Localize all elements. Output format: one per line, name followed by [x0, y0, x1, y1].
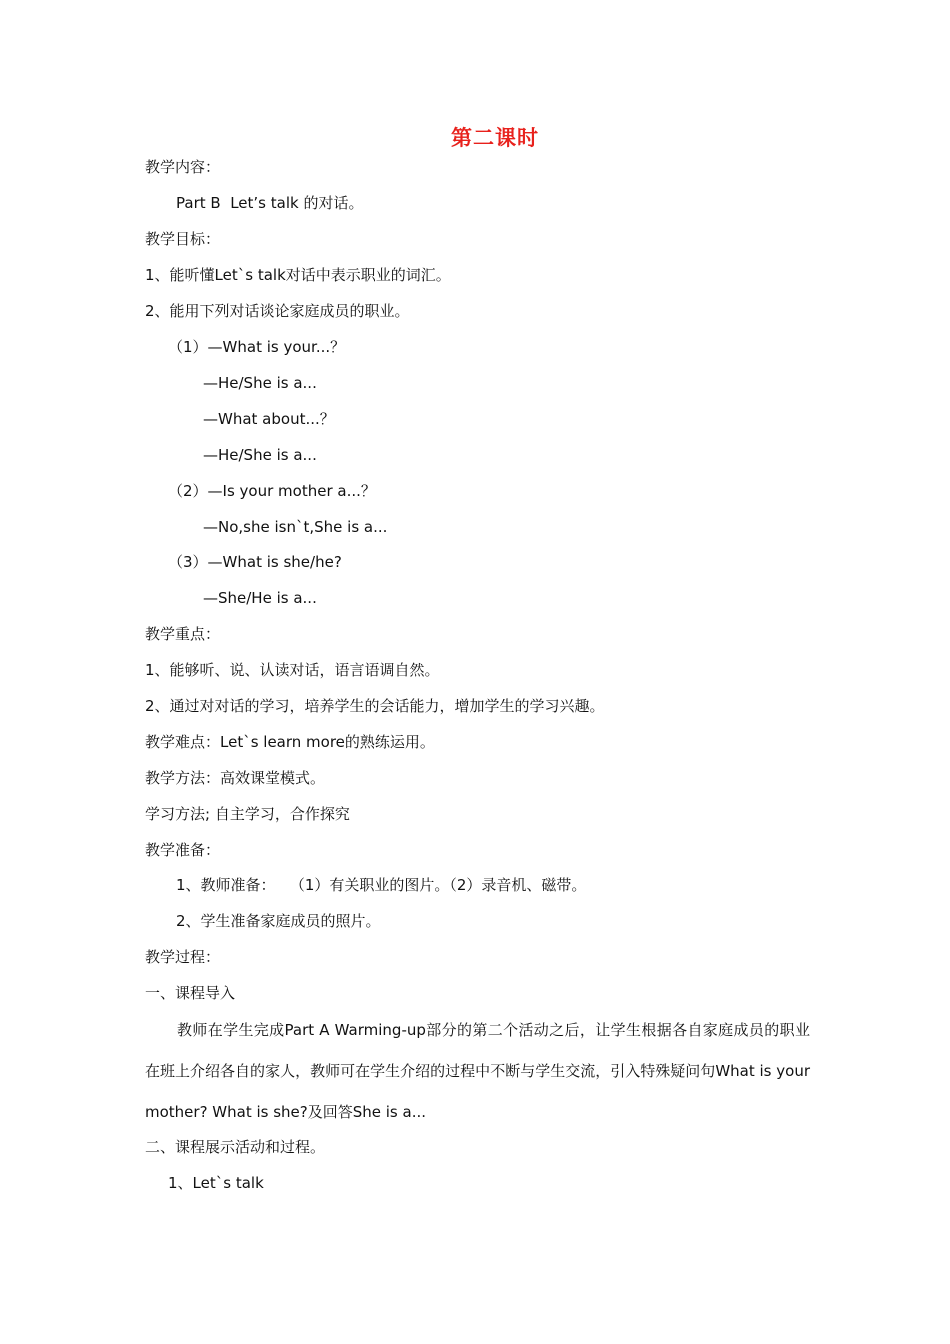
learning-method-line: 学习方法; 自主学习，合作探究 [145, 805, 350, 823]
section-heading-preparation: 教学准备： [145, 841, 221, 859]
method-line: 教学方法：高效课堂模式。 [145, 769, 326, 787]
section-heading-content: 教学内容： [145, 158, 221, 176]
dialogue-line: （3）—What is she/he? [168, 553, 342, 571]
dialogue-line: —He/She is a... [203, 446, 317, 464]
dialogue-line: —He/She is a... [203, 374, 317, 392]
process-sub-step: 1、Let`s talk [168, 1174, 264, 1192]
preparation-item: 2、学生准备家庭成员的照片。 [176, 912, 381, 930]
difficulty-line: 教学难点：Let`s learn more的熟练运用。 [145, 733, 435, 751]
dialogue-line: （2）—Is your mother a...？ [168, 482, 376, 500]
dialogue-line: （1）—What is your...？ [168, 338, 346, 356]
key-point-item: 2、通过对对话的学习，培养学生的会话能力，增加学生的学习兴趣。 [145, 697, 605, 715]
objective-item: 2、能用下列对话谈论家庭成员的职业。 [145, 302, 410, 320]
section-heading-objectives: 教学目标： [145, 230, 221, 248]
process-step-heading: 一、课程导入 [145, 984, 236, 1002]
section-heading-key-points: 教学重点： [145, 625, 221, 643]
objective-item: 1、能听懂Let`s talk对话中表示职业的词汇。 [145, 266, 451, 284]
preparation-item: 1、教师准备： （1）有关职业的图片。（2）录音机、磁带。 [176, 876, 587, 894]
dialogue-line: —What about...？ [203, 410, 335, 428]
section-heading-process: 教学过程： [145, 948, 221, 966]
dialogue-line: —She/He is a... [203, 589, 317, 607]
process-step-heading: 二、课程展示活动和过程。 [145, 1138, 326, 1156]
key-point-item: 1、能够听、说、认读对话，语言语调自然。 [145, 661, 440, 679]
content-text: Part B Let’s talk 的对话。 [176, 194, 364, 212]
page-title: 第二课时 [451, 126, 539, 150]
dialogue-line: —No,she isn`t,She is a... [203, 518, 388, 536]
process-paragraph: 教师在学生完成Part A Warming-up部分的第二个活动之后，让学生根据各自家庭成员的职业在班上介绍各自的家人，教师可在学生介绍的过程中不断与学生交流，引入特殊疑问句What is your mother? What is she?及回答She is a... [145, 1021, 810, 1121]
